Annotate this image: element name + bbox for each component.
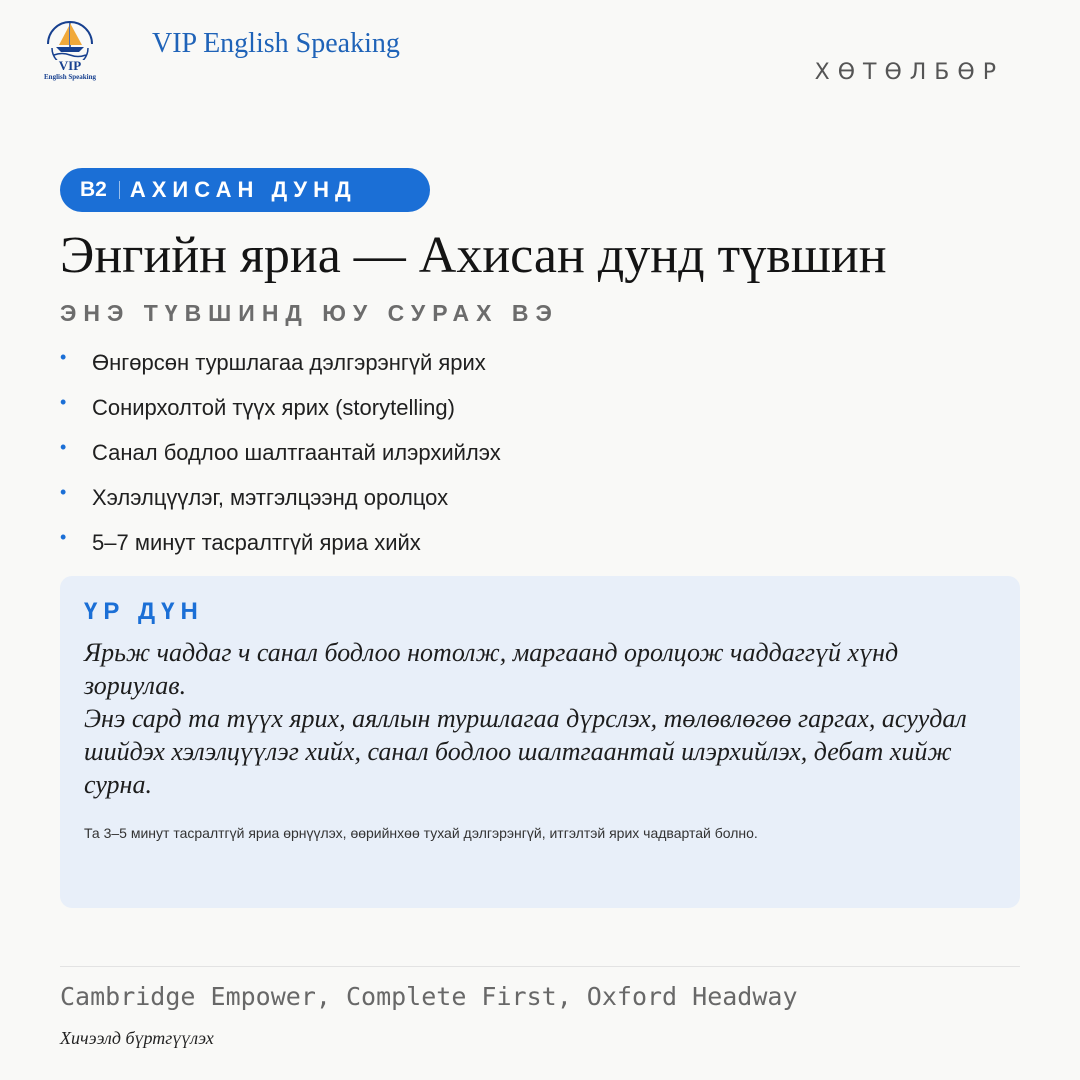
footer-divider	[60, 966, 1020, 967]
list-item	[60, 481, 501, 526]
list-item-text: Сонирхолтой түүх ярих (storytelling)	[92, 395, 455, 420]
enroll-link[interactable]: Хичээлд бүртгүүлэх	[60, 1028, 214, 1048]
result-note: Та 3–5 минут тасралтгүй яриа өрнүүлэх, өөрийнхөө тухай дэлгэрэнгүй, итгэлтэй ярих чадвартай болно.	[84, 825, 758, 841]
level-badge	[60, 168, 430, 212]
result-paragraph: Энэ сард та түүх ярих, аяллын туршлагаа дүрслэх, төлөвлөгөө гаргах, асуудал шийдэх хэлэлцүүлэг хийх, санал бодлоо шалтгаантай илэрхийлэх, дебат хийж сурна.	[84, 704, 967, 799]
learn-list	[60, 346, 501, 571]
bullet-icon: •	[60, 482, 67, 502]
list-item	[60, 436, 501, 481]
level-name: АХИСАН ДУНД	[129, 177, 357, 202]
list-item-text: Хэлэлцүүлэг, мэтгэлцээнд оролцох	[92, 485, 449, 510]
bullet-icon: •	[60, 527, 67, 547]
result-body	[84, 636, 996, 801]
list-item-text: 5–7 минут тасралтгүй яриа хийх	[92, 530, 421, 555]
bullet-icon: •	[60, 347, 67, 367]
list-item	[60, 391, 501, 436]
learn-section-label: ЭНЭ ТҮВШИНД ЮУ СУРАХ ВЭ	[60, 300, 559, 326]
bullet-icon: •	[60, 437, 67, 457]
list-item	[60, 346, 501, 391]
result-paragraph: Ярьж чаддаг ч санал бодлоо нотолж, маргаанд оролцож чаддаггүй хүнд зориулав.	[84, 638, 899, 700]
list-item	[60, 526, 501, 571]
page-title: Энгийн яриа — Ахисан дунд түвшин	[60, 227, 887, 284]
textbook-list: Cambridge Empower, Complete First, Oxford Headway	[60, 982, 798, 1011]
result-label: ҮР ДҮН	[84, 598, 204, 625]
logo	[38, 14, 102, 86]
sailboat-logo-icon	[42, 14, 98, 60]
level-divider	[119, 181, 120, 199]
section-name: ХӨТӨЛБӨР	[814, 60, 1004, 85]
brand-name: VIP English Speaking	[152, 28, 400, 59]
result-card	[60, 576, 1020, 908]
list-item-text: Өнгөрсөн туршлагаа дэлгэрэнгүй ярих	[92, 350, 486, 375]
list-item-text: Санал бодлоо шалтгаантай илэрхийлэх	[92, 440, 501, 465]
bullet-icon: •	[60, 392, 67, 412]
level-code: B2	[80, 178, 107, 201]
logo-text: VIP	[58, 58, 82, 73]
logo-subtext: English Speaking	[44, 73, 96, 81]
